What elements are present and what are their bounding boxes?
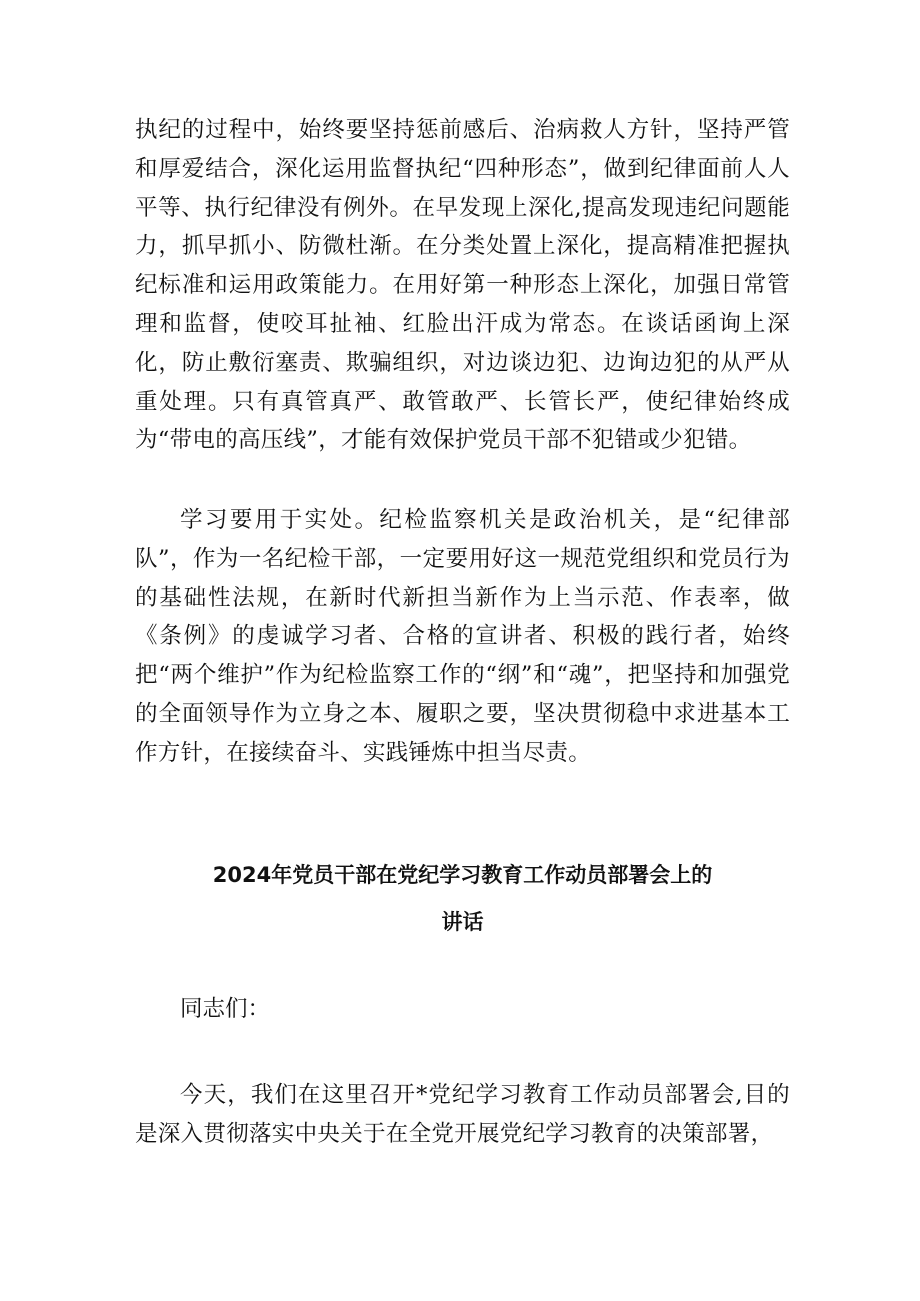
body-paragraph-3: 今天，我们在这里召开*党纪学习教育工作动员部署会,目的是深入贯彻落实中央关于在全党开展党纪学习教育的决策部署， bbox=[135, 1082, 790, 1147]
body-paragraph-1: 执纪的过程中，始终要坚持惩前感后、治病救人方针，坚持严管和厚爱结合，深化运用监督执纪“四种形态”，做到纪律面前人人平等、执行纪律没有例外。在早发现上深化,提高发现违纪问题能力，抓早抓小、防微杜渐。在分类处置上深化，提高精准把握执纪标准和运用政策能力。在用好第一种形态上深化，加强日常管理和监督，使咬耳扯袖、红脸出汗成为常态。在谈话函询上深化，防止敷衍塞责、欺骗组织，对边谈边犯、边询边犯的从严从重处理。只有真管真严、敢管敢严、长管长严，使纪律始终成为“带电的高压线”，才能有效保护党员干部不犯错或少犯错。 bbox=[135, 117, 790, 454]
speech-title bbox=[135, 852, 790, 946]
speech-title-line-1: 2024年党员干部在党纪学习教育工作动员部署会上的 bbox=[212, 863, 713, 887]
body-paragraph-2: 学习要用于实处。纪检监察机关是政治机关，是“纪律部队”，作为一名纪检干部，一定要用好这一规范党组织和党员行为的基础性法规，在新时代新担当新作为上当示范、作表率，做《条例》的虔诚学习者、合格的宣讲者、积极的践行者，始终把“两个维护”作为纪检监察工作的“纲”和“魂”，把坚持和加强党的全面领导作为立身之本、履职之要，坚决贯彻稳中求进基本工作方针，在接续奋斗、实践锤炼中担当尽责。 bbox=[135, 507, 790, 766]
salutation: 同志们： bbox=[180, 996, 271, 1022]
speech-title-line-2: 讲话 bbox=[441, 910, 484, 934]
